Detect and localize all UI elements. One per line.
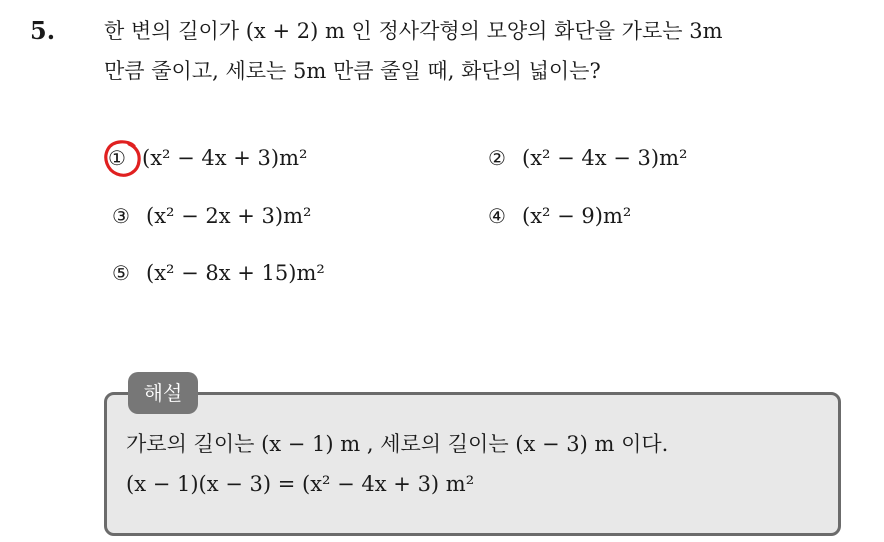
choice-2-number: ② <box>488 146 506 170</box>
solution-label: 해설 <box>128 372 198 414</box>
question-number: 5. <box>30 16 56 45</box>
question-text-line-1: 한 변의 길이가 (x + 2) m 인 정사각형의 모양의 화단을 가로는 3m <box>104 19 723 43</box>
choice-1-text: (x² − 4x + 3)m² <box>142 146 308 170</box>
question-text-line-2: 만큼 줄이고, 세로는 5m 만큼 줄일 때, 화단의 넓이는? <box>104 59 601 83</box>
choice-5-text: (x² − 8x + 15)m² <box>146 261 325 285</box>
choice-4-text: (x² − 9)m² <box>522 204 632 228</box>
choice-3-number: ③ <box>112 204 130 228</box>
choice-4[interactable] <box>488 200 631 232</box>
answer-mark-circle-icon <box>101 137 143 179</box>
solution-box <box>104 392 841 536</box>
choice-1-number: ① <box>108 146 126 170</box>
choice-3[interactable] <box>112 200 311 232</box>
solution-line-1: 가로의 길이는 (x − 1) m , 세로의 길이는 (x − 3) m 이다. <box>126 432 669 456</box>
choice-4-number: ④ <box>488 204 506 228</box>
choice-5[interactable] <box>112 257 325 289</box>
choice-5-number: ⑤ <box>112 261 130 285</box>
choice-2[interactable] <box>488 142 687 174</box>
choice-2-text: (x² − 4x − 3)m² <box>522 146 688 170</box>
choice-3-text: (x² − 2x + 3)m² <box>146 204 312 228</box>
solution-line-2: (x − 1)(x − 3) = (x² − 4x + 3) m² <box>126 472 475 496</box>
